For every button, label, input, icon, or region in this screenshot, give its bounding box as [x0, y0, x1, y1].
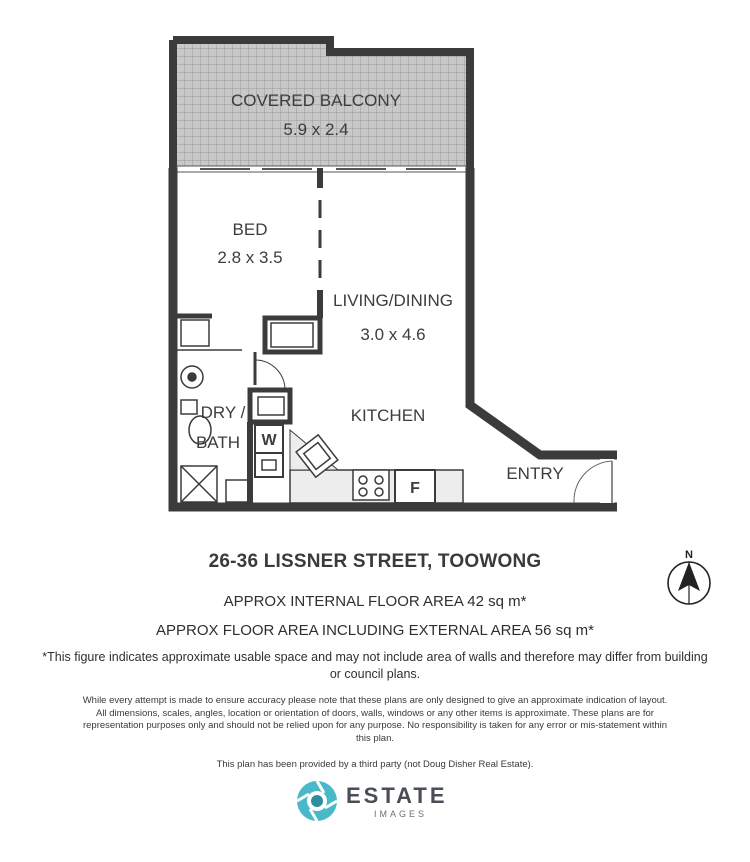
entry-door	[574, 459, 614, 503]
kitchen-fixtures	[255, 425, 463, 503]
estate-images-logo	[294, 776, 464, 826]
bed-label: BED	[232, 220, 268, 239]
balcony-dims: 5.9 x 2.4	[283, 120, 349, 139]
living-dining-label: LIVING/DINING	[333, 291, 453, 310]
property-address: 26-36 LISSNER STREET, TOOWONG	[208, 551, 542, 572]
bed-dims: 2.8 x 3.5	[217, 248, 283, 267]
internal-area: APPROX INTERNAL FLOOR AREA 42 sq m*	[223, 593, 527, 610]
disclaimer: While every attempt is made to ensure accuracy please note that these plans are only designed to give an approximate indication of layout. All dimensions, scales, angles, location or orientation of doors, walls, windows or any other items is approximate. These plans are for representation purposes only and should not be relied upon for any purpose. No responsibility is taken for any error or mis-statement within this plan.	[82, 695, 668, 744]
kitchen-label: KITCHEN	[350, 406, 426, 425]
bath-label: BATH	[195, 433, 241, 452]
logo-wordmark: ESTATE	[346, 783, 448, 808]
entry-label: ENTRY	[506, 464, 564, 483]
total-area: APPROX FLOOR AREA INCLUDING EXTERNAL AREA 56 sq m*	[156, 622, 594, 639]
dry-label: DRY /	[200, 403, 246, 422]
aperture-icon	[294, 778, 340, 824]
provider-note: This plan has been provided by a third party (not Doug Disher Real Estate).	[216, 759, 534, 770]
fridge-label: F	[410, 480, 420, 497]
washer-label: W	[261, 432, 277, 449]
logo-subtext: IMAGES	[374, 809, 428, 819]
area-note: *This figure indicates approximate usable space and may not include area of walls and therefore may differ from building or council plans.	[42, 650, 708, 681]
balcony-label: COVERED BALCONY	[230, 91, 402, 110]
north-label: N	[685, 549, 693, 561]
living-dining-dims: 3.0 x 4.6	[360, 325, 426, 344]
